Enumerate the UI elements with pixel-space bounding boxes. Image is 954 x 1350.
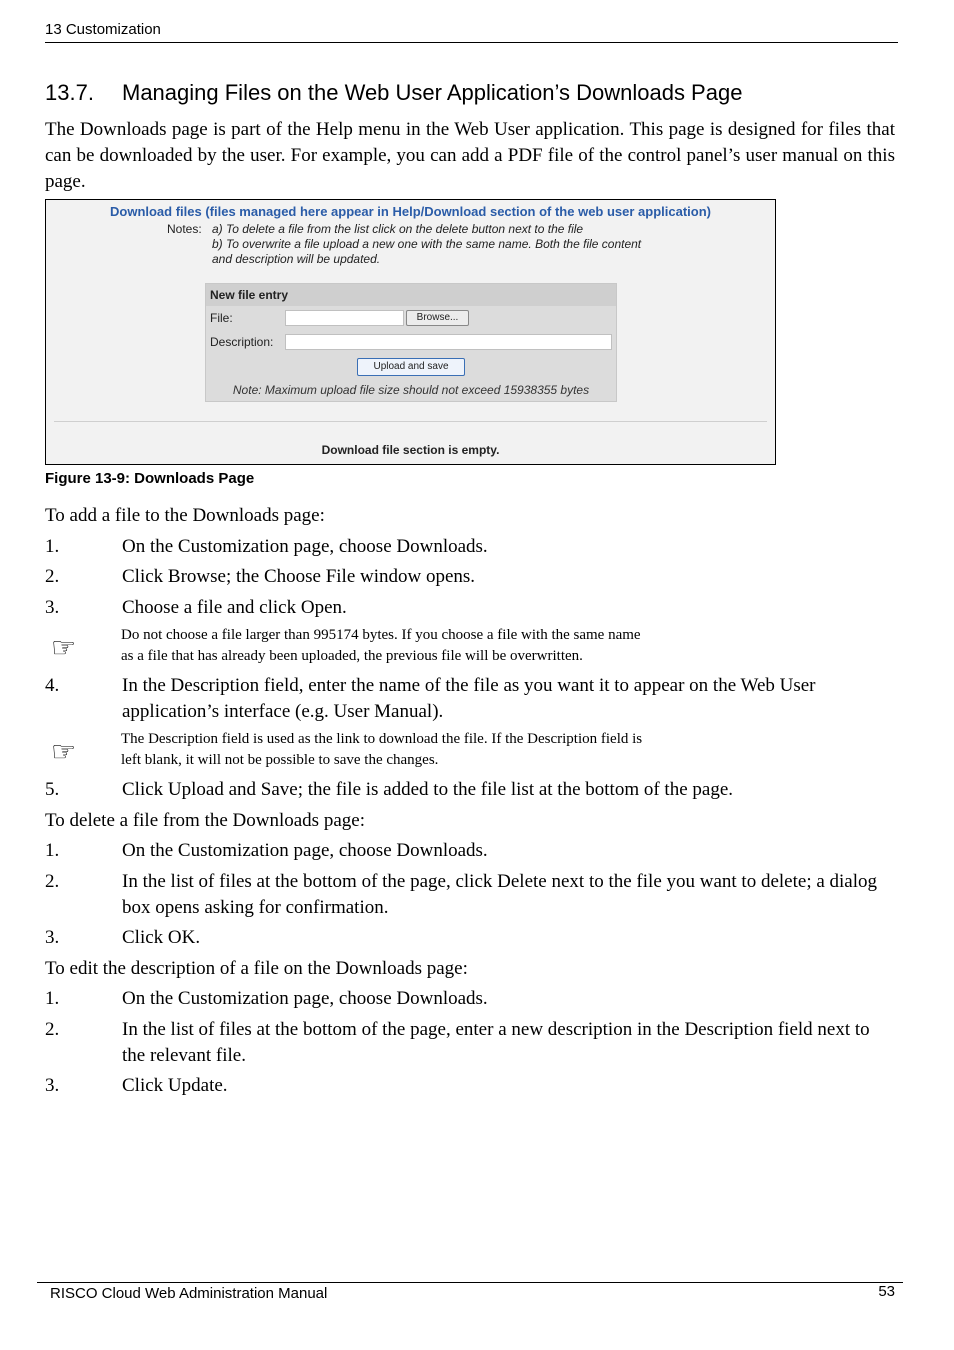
step-number: 1. (45, 536, 60, 557)
step-number: 3. (45, 1075, 60, 1096)
download-files-title: Download files (files managed here appear in Help/Download section of the web user application) (110, 204, 711, 219)
empty-section-message: Download file section is empty. (321, 443, 500, 457)
note-text: The Description field is used as the link to download the file. If the Description field is (121, 731, 643, 747)
list-item (45, 925, 895, 951)
page-footer (37, 1282, 903, 1302)
section-title: Managing Files on the Web User Application’s Downloads Page (122, 80, 743, 105)
step-number: 5. (45, 779, 60, 800)
page-header (45, 21, 898, 43)
step-number: 2. (45, 1019, 60, 1040)
divider (54, 421, 767, 422)
step-text: In the Description field, enter the name of the file as you want it to appear on the Web User application’s interface (e.g. User Manual). (122, 675, 816, 722)
note-block (45, 625, 895, 667)
step-text: In the list of files at the bottom of the page, click Delete next to the file you want to delete; a dialog box opens asking for confirmation. (122, 871, 878, 918)
step-text: On the Customization page, choose Downloads. (122, 536, 488, 557)
downloads-page-screenshot (45, 199, 776, 465)
panel-heading: New file entry (210, 288, 289, 302)
browse-button[interactable]: Browse... (406, 310, 469, 326)
list-item (45, 564, 895, 590)
step-text: Choose a file and click Open. (122, 597, 347, 618)
step-text: Click Update. (122, 1075, 228, 1096)
intro-paragraph: The Downloads page is part of the Help menu in the Web User application. This page is designed for files that can be downloaded by the user. For example, you can add a PDF file of the control panel’s user manual on this page. (45, 119, 895, 192)
delete-lead: To delete a file from the Downloads page: (45, 810, 365, 831)
page-number: 53 (878, 1283, 895, 1300)
note-line: b) To overwrite a file upload a new one with the same name. Both the file content (212, 237, 642, 251)
note-line: a) To delete a file from the list click on the delete button next to the file (212, 222, 584, 236)
step-number: 4. (45, 675, 60, 696)
upload-and-save-button[interactable]: Upload and save (357, 358, 465, 376)
note-text: Do not choose a file larger than 995174 bytes. If you choose a file with the same name (121, 627, 641, 643)
section-number: 13.7. (45, 80, 94, 105)
pointing-hand-icon: ☞ (51, 633, 77, 664)
list-item (45, 777, 895, 803)
list-item (45, 534, 895, 560)
note-text: left blank, it will not be possible to save the changes. (121, 752, 439, 768)
edit-lead: To edit the description of a file on the Downloads page: (45, 958, 468, 979)
list-item (45, 1017, 895, 1069)
pointing-hand-icon: ☞ (51, 737, 77, 768)
list-item (45, 986, 895, 1012)
step-number: 1. (45, 840, 60, 861)
step-number: 1. (45, 988, 60, 1009)
panel-header (206, 284, 616, 306)
note-line: and description will be updated. (212, 252, 381, 266)
new-file-entry-panel (205, 283, 617, 402)
step-number: 2. (45, 566, 60, 587)
step-text: Click Browse; the Choose File window opens. (122, 566, 476, 587)
step-text: In the list of files at the bottom of the page, enter a new description in the Description field next to the relevant file. (122, 1019, 870, 1066)
step-text: On the Customization page, choose Downloads. (122, 840, 488, 861)
list-item (45, 869, 895, 921)
list-item (45, 595, 895, 621)
note-block (45, 729, 895, 771)
max-size-note: Note: Maximum upload file size should not exceed 15938355 bytes (232, 383, 590, 397)
add-lead: To add a file to the Downloads page: (45, 505, 325, 526)
step-text: Click Upload and Save; the file is added to the file list at the bottom of the page. (122, 779, 734, 800)
step-text: Click OK. (122, 927, 201, 948)
description-input[interactable] (285, 334, 612, 350)
step-number: 2. (45, 871, 60, 892)
list-item (45, 1073, 895, 1099)
step-number: 3. (45, 597, 60, 618)
file-input[interactable] (285, 310, 404, 326)
section-heading (45, 80, 742, 106)
list-item (45, 673, 895, 725)
chapter-title: 13 Customization (45, 21, 161, 38)
step-text: On the Customization page, choose Downloads. (122, 988, 488, 1009)
manual-title: RISCO Cloud Web Administration Manual (50, 1285, 328, 1302)
description-label: Description: (210, 335, 274, 349)
notes-label: Notes: (167, 222, 202, 236)
figure-caption: Figure 13-9: Downloads Page (45, 470, 255, 487)
step-number: 3. (45, 927, 60, 948)
file-label: File: (210, 311, 233, 325)
note-text: as a file that has already been uploaded, the previous file will be overwritten. (121, 648, 583, 664)
list-item (45, 838, 895, 864)
